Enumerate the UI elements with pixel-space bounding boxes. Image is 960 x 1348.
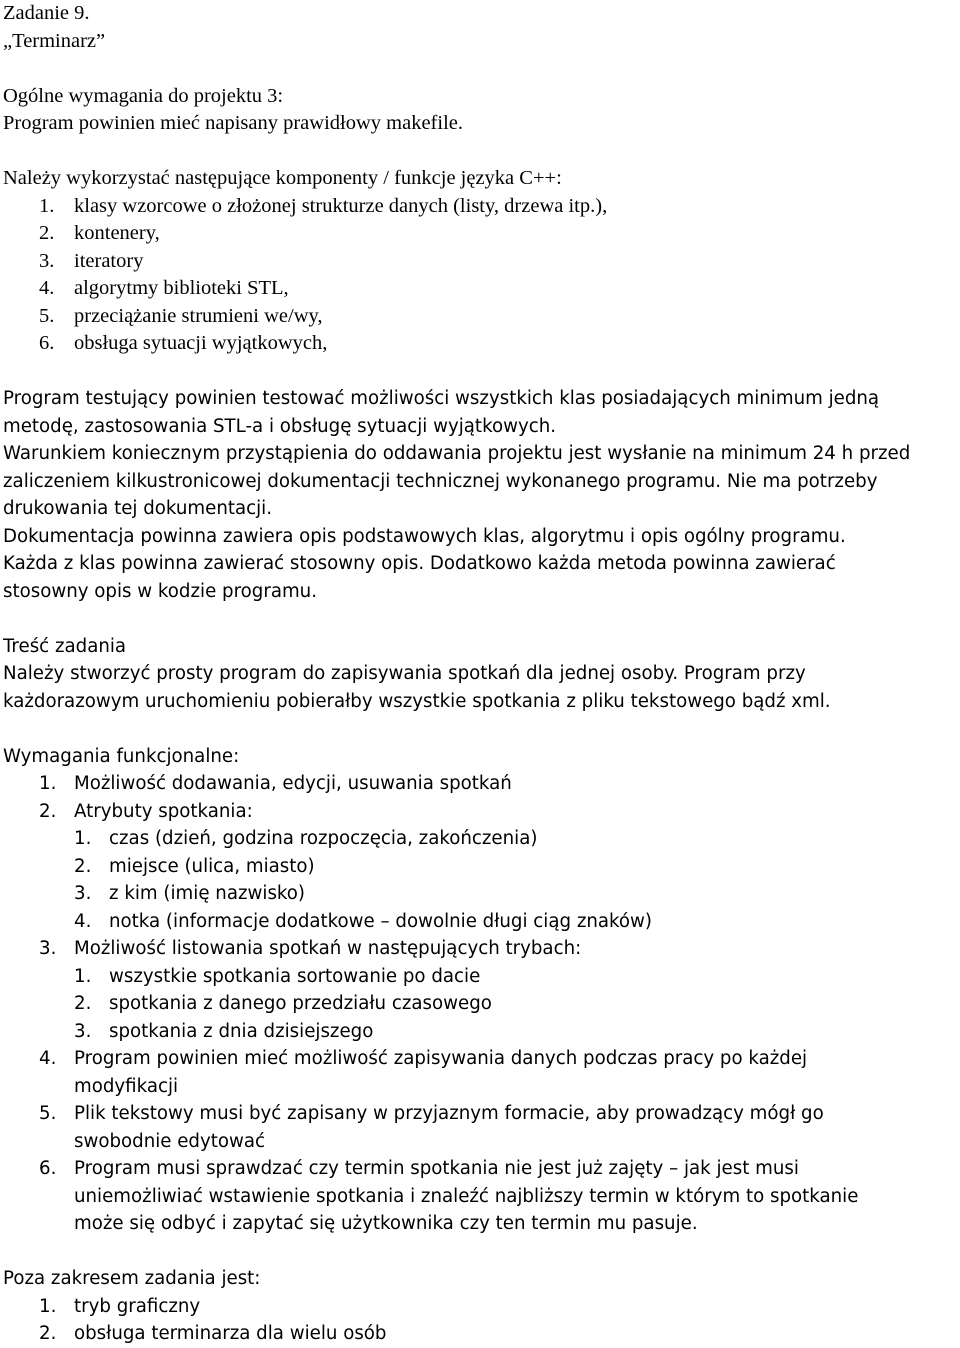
list-item: 4. notka (informacje dodatkowe – dowolnie długi ciąg znaków): [74, 910, 653, 932]
list-item: 1. Możliwość dodawania, edycji, usuwania spotkań: [39, 773, 512, 794]
documentation-deadline-line: drukowania tej dokumentacji.: [3, 498, 273, 519]
listing-modes-list: [3, 963, 958, 1046]
class-description-line: stosowny opis w kodzie programu.: [3, 580, 317, 602]
list-item: 2. Atrybuty spotkania:: [39, 800, 253, 822]
components-list: [3, 193, 958, 358]
functional-requirements-heading: Wymagania funkcjonalne:: [3, 745, 240, 767]
out-of-scope-section: [3, 1265, 958, 1348]
functional-requirements-section: [3, 743, 958, 1238]
list-item: 5. przeciążanie strumieni we/wy,: [39, 304, 323, 327]
task-number: Zadanie 9.: [3, 2, 90, 24]
general-requirements-heading: Ogólne wymagania do projektu 3:: [3, 84, 284, 107]
task-content-heading: Treść zadania: [3, 635, 127, 657]
task-content-line: Należy stworzyć prosty program do zapisywania spotkań dla jednej osoby. Program przy: [3, 663, 806, 684]
document-page: [3, 0, 958, 1348]
list-item: 2. obsługa terminarza dla wielu osób: [39, 1323, 387, 1344]
list-item: 3. iteratory: [39, 249, 144, 272]
list-item: 1. czas (dzień, godzina rozpoczęcia, zakończenia): [74, 828, 538, 849]
list-item: 1. tryb graficzny: [39, 1295, 201, 1317]
functional-requirements-list: [3, 770, 958, 825]
out-of-scope-heading: Poza zakresem zadania jest:: [3, 1268, 261, 1289]
spacer: [3, 358, 958, 386]
functional-requirements-list: [3, 1045, 958, 1238]
spacer: [3, 138, 958, 166]
task-title: „Terminarz”: [3, 29, 106, 52]
list-item: 3. z kim (imię nazwisko): [74, 883, 306, 904]
list-item: 4. algorytmy biblioteki STL,: [39, 277, 289, 299]
spacer: [3, 1238, 958, 1266]
list-item: 2. spotkania z danego przedziału czasowego: [74, 993, 492, 1014]
functional-requirements-list: [3, 935, 958, 963]
documentation-content-line: Dokumentacja powinna zawiera opis podstawowych klas, algorytmu i opis ogólny programu.: [3, 525, 846, 547]
spacer: [3, 715, 958, 743]
list-item: 2. kontenery,: [39, 222, 160, 244]
task-content-section: [3, 633, 958, 716]
list-item: 3. spotkania z dnia dzisiejszego: [74, 1020, 374, 1042]
list-item: 1. klasy wzorcowe o złożonej strukturze danych (listy, drzewa itp.),: [39, 194, 608, 217]
out-of-scope-list: [3, 1293, 958, 1348]
task-content-line: każdorazowym uruchomieniu pobierałby wszystkie spotkania z pliku tekstowego bądź xml.: [3, 690, 831, 712]
list-item: 3. Możliwość listowania spotkań w następujących trybach:: [39, 938, 582, 959]
documentation-deadline-line: Warunkiem koniecznym przystąpienia do oddawania projektu jest wysłanie na minimum 24 h przed: [3, 443, 911, 464]
components-intro: Należy wykorzystać następujące komponenty / funkcje języka C++:: [3, 167, 562, 189]
testing-rule-line: Program testujący powinien testować możliwości wszystkich klas posiadających minimum jedną: [3, 388, 880, 409]
testing-rule-line: metodę, zastosowania STL-a i obsługę sytuacji wyjątkowych.: [3, 415, 557, 437]
rules-section: [3, 385, 958, 605]
list-item: 6. obsługa sytuacji wyjątkowych,: [39, 332, 328, 354]
list-item: 6. Program musi sprawdzać czy termin spotkania nie jest już zajęty – jak jest musi uniemożliwiać wstawienie spotkania i znaleźć najbliższy termin w którym to spotkanie może się odbyć i zapytać się użytkownika czy ten termin mu pasuje.: [39, 1158, 859, 1234]
makefile-requirement: Program powinien mieć napisany prawidłowy makefile.: [3, 112, 463, 134]
list-item: 2. miejsce (ulica, miasto): [74, 855, 315, 877]
list-item: 4. Program powinien mieć możliwość zapisywania danych podczas pracy po każdej modyfikacji: [39, 1048, 808, 1097]
list-item: 5. Plik tekstowy musi być zapisany w przyjaznym formacie, aby prowadzący mógł go swobodnie edytować: [39, 1103, 824, 1152]
class-description-line: Każda z klas powinna zawierać stosowny opis. Dodatkowo każda metoda powinna zawierać: [3, 553, 836, 574]
spacer: [3, 605, 958, 633]
list-item: 1. wszystkie spotkania sortowanie po dacie: [74, 965, 481, 987]
meeting-attributes-list: [3, 825, 958, 935]
documentation-deadline-line: zaliczeniem kilkustronicowej dokumentacji technicznej wykonanego programu. Nie ma potrzeby: [3, 470, 878, 492]
spacer: [3, 55, 958, 83]
